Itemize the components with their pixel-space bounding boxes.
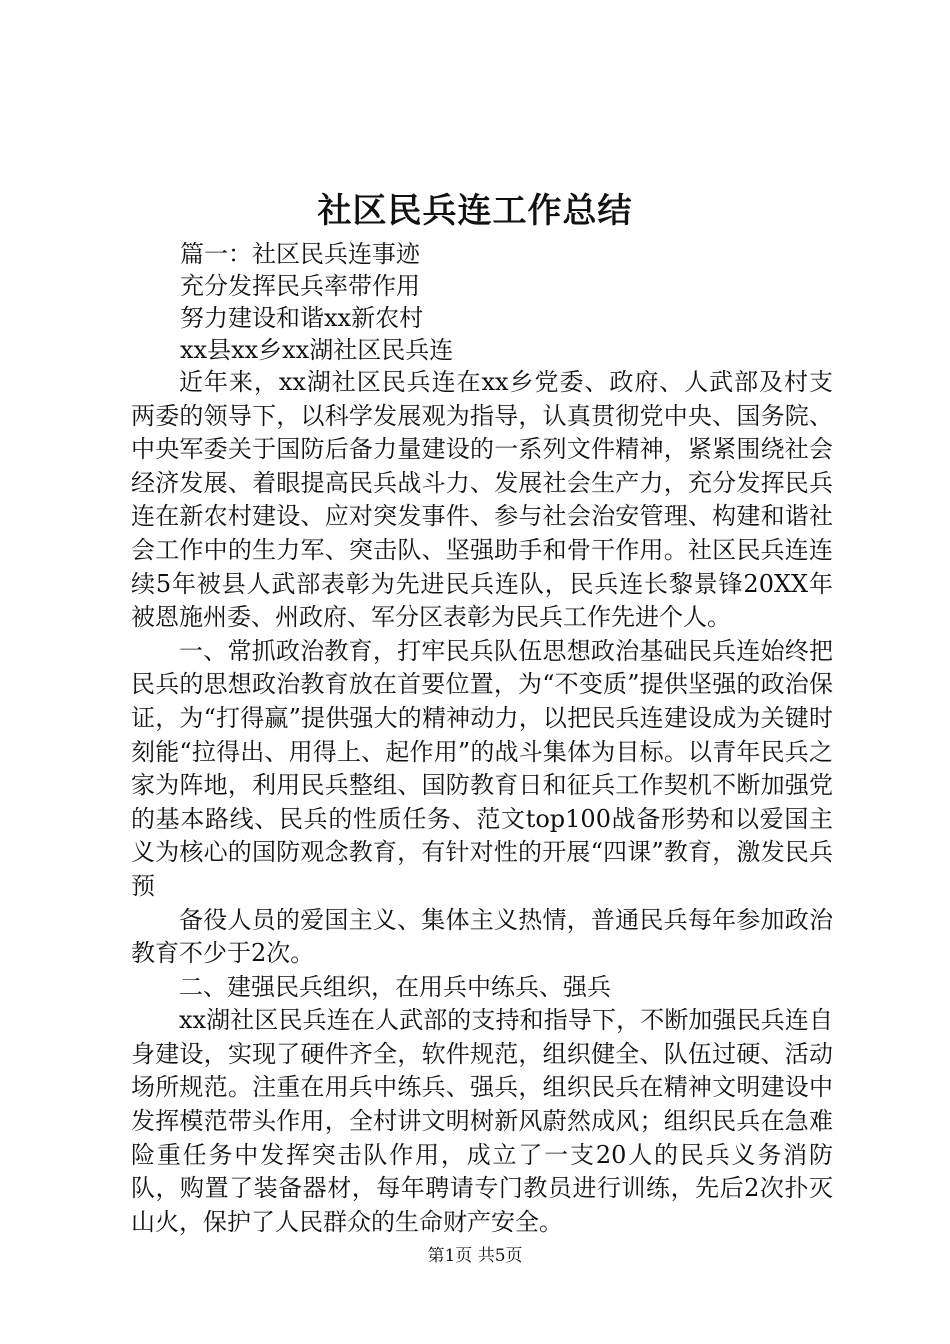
paragraph-heading-organization: 二、建强民兵组织，在用兵中练兵、强兵 <box>179 972 611 1001</box>
page-footer: 第1页 共5页 <box>427 1246 523 1266</box>
intro-line-organization: xx县xx乡xx湖社区民兵连 <box>180 336 454 364</box>
intro-line-slogan-1: 充分发挥民兵率带作用 <box>180 272 420 300</box>
intro-line-chapter: 篇一：社区民兵连事迹 <box>180 240 420 268</box>
intro-line-slogan-2: 努力建设和谐xx新农村 <box>180 304 424 332</box>
paragraph-political-education: 一、常抓政治教育，打牢民兵队伍思想政治基础民兵连始终把民兵的思想政治教育放在首要位置，为“不变质”提供坚强的政治保证，为“打得赢”提供强大的精神动力，以把民兵连建设成为关键时刻能“拉得出、用得上、起作用”的战斗集体为目标。以青年民兵之家为阵地，利用民兵整组、国防教育日和征兵工作契机不断加强党的基本路线、民兵的性质任务、范文top100战备形势和以爱国主义为核心的国防观念教育，有针对性的开展“四课”教育，激发民兵预 <box>131 636 833 900</box>
intro-block <box>180 238 880 366</box>
paragraph-organization: xx湖社区民兵连在人武部的支持和指导下，不断加强民兵连自身建设，实现了硬件齐全，软件规范，组织健全、队伍过硬、活动场所规范。注重在用兵中练兵、强兵，组织民兵在精神文明建设中发挥模范带头作用，全村讲文明树新风蔚然成风；组织民兵在急难险重任务中发挥突击队作用，成立了一支20人的民兵义务消防队，购置了装备器材，每年聘请专门教员进行训练，先后2次扑灭山火，保护了人民群众的生命财产安全。 <box>131 1006 833 1236</box>
document-title: 社区民兵连工作总结 <box>317 191 633 231</box>
paragraph-overview: 近年来，xx湖社区民兵连在xx乡党委、政府、人武部及村支两委的领导下，以科学发展观为指导，认真贯彻党中央、国务院、中央军委关于国防后备力量建设的一系列文件精神，紧紧围绕社会经济发展、着眼提高民兵战斗力、发展社会生产力，充分发挥民兵连在新农村建设、应对突发事件、参与社会治安管理、构建和谐社会工作中的生力军、突击队、坚强助手和骨干作用。社区民兵连连续5年被县人武部表彰为先进民兵连队，民兵连长黎景锋20XX年被恩施州委、州政府、军分区表彰为民兵工作先进个人。 <box>131 368 833 632</box>
paragraph-political-education-cont: 备役人员的爱国主义、集体主义热情，普通民兵每年参加政治教育不少于2次。 <box>131 905 833 968</box>
document-body <box>131 366 833 1239</box>
